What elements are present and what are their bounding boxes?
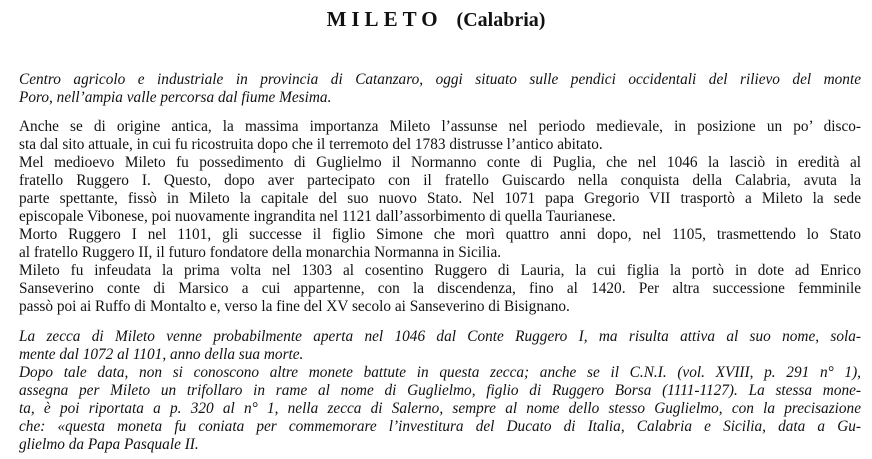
text-line: che: «questa moneta fu coniata per commemorare l’investitura del Ducato di Italia, Calabria e Sicilia, data a Gu-	[19, 418, 861, 435]
text-line: Morto Ruggero I nel 1101, gli successe il figlio Simone che morì quattro anni dopo, nel 1105, trasmettendo lo Stato	[19, 226, 861, 243]
text-line: fratello Ruggero I. Questo, dopo aver partecipato con il fratello Guiscardo nella conquista della Calabria, avuta la	[19, 172, 861, 189]
text-line: assegna per Mileto un trifollaro in rame al nome di Guglielmo, figlio di Ruggero Borsa (1111-1127). La stessa mone-	[19, 382, 861, 399]
text-line: La zecca di Mileto venne probabilmente aperta nel 1046 dal Conte Ruggero I, ma risulta attiva al suo nome, sola-	[19, 328, 861, 345]
text-line: sta dal sito attuale, in cui fu ricostruita dopo che il terremoto del 1783 distrusse l’antico abitato.	[19, 136, 603, 153]
text-line: parte spettante, fissò in Mileto la capitale del suo nuovo Stato. Nel 1071 papa Gregorio VII trasportò a Mileto la sede	[19, 190, 861, 207]
text-line: Sanseverino conte di Marsico a cui appartenne, con la discendenza, fino al 1420. Per altra successione femminile	[19, 280, 861, 297]
text-line: episcopale Vibonese, poi nuovamente ingrandita nel 1121 dall’assorbimento di quella Taurianese.	[19, 208, 616, 225]
text-line: Poro, nell’ampia valle percorsa dal fiume Mesima.	[19, 89, 332, 106]
page-title	[0, 6, 872, 33]
text-line: al fratello Ruggero II, il futuro fondatore della monarchia Normanna in Sicilia.	[19, 244, 502, 261]
text-line: Mel medioevo Mileto fu possedimento di Guglielmo il Normanno conte di Puglia, che nel 1046 la lasciò in eredità al	[19, 154, 861, 171]
text-line: mente dal 1072 al 1101, anno della sua morte.	[19, 346, 304, 363]
text-line: passò poi ai Ruffo di Montalto e, verso la fine del XV secolo ai Sanseverino di Bisignano.	[19, 298, 570, 315]
text-line: Centro agricolo e industriale in provincia di Catanzaro, oggi situato sulle pendici occidentali del rilievo del monte	[19, 71, 861, 88]
region-title: (Calabria)	[456, 9, 546, 31]
text-line: Mileto fu infeudata la prima volta nel 1303 al cosentino Ruggero di Lauria, la cui figlia la portò in dote ad Enrico	[19, 262, 861, 279]
text-line: Anche se di origine antica, la massima importanza Mileto l’assunse nel periodo medievale, in posizione un po’ disco-	[19, 118, 861, 135]
mint-paragraph	[19, 328, 861, 454]
history-paragraph	[19, 118, 861, 316]
text-line: ta, è poi riportata a p. 320 al n° 1, nella zecca di Salerno, sempre al nome dello stesso Guglielmo, con la precisazione	[19, 400, 861, 417]
intro-paragraph	[19, 71, 861, 107]
text-line: Dopo tale data, non si conoscono altre monete battute in questa zecca; anche se il C.N.I. (vol. XVIII, p. 291 n° 1),	[19, 364, 861, 381]
city-title: MILETO	[326, 7, 443, 31]
text-line: glielmo da Papa Pasquale II.	[19, 436, 199, 453]
